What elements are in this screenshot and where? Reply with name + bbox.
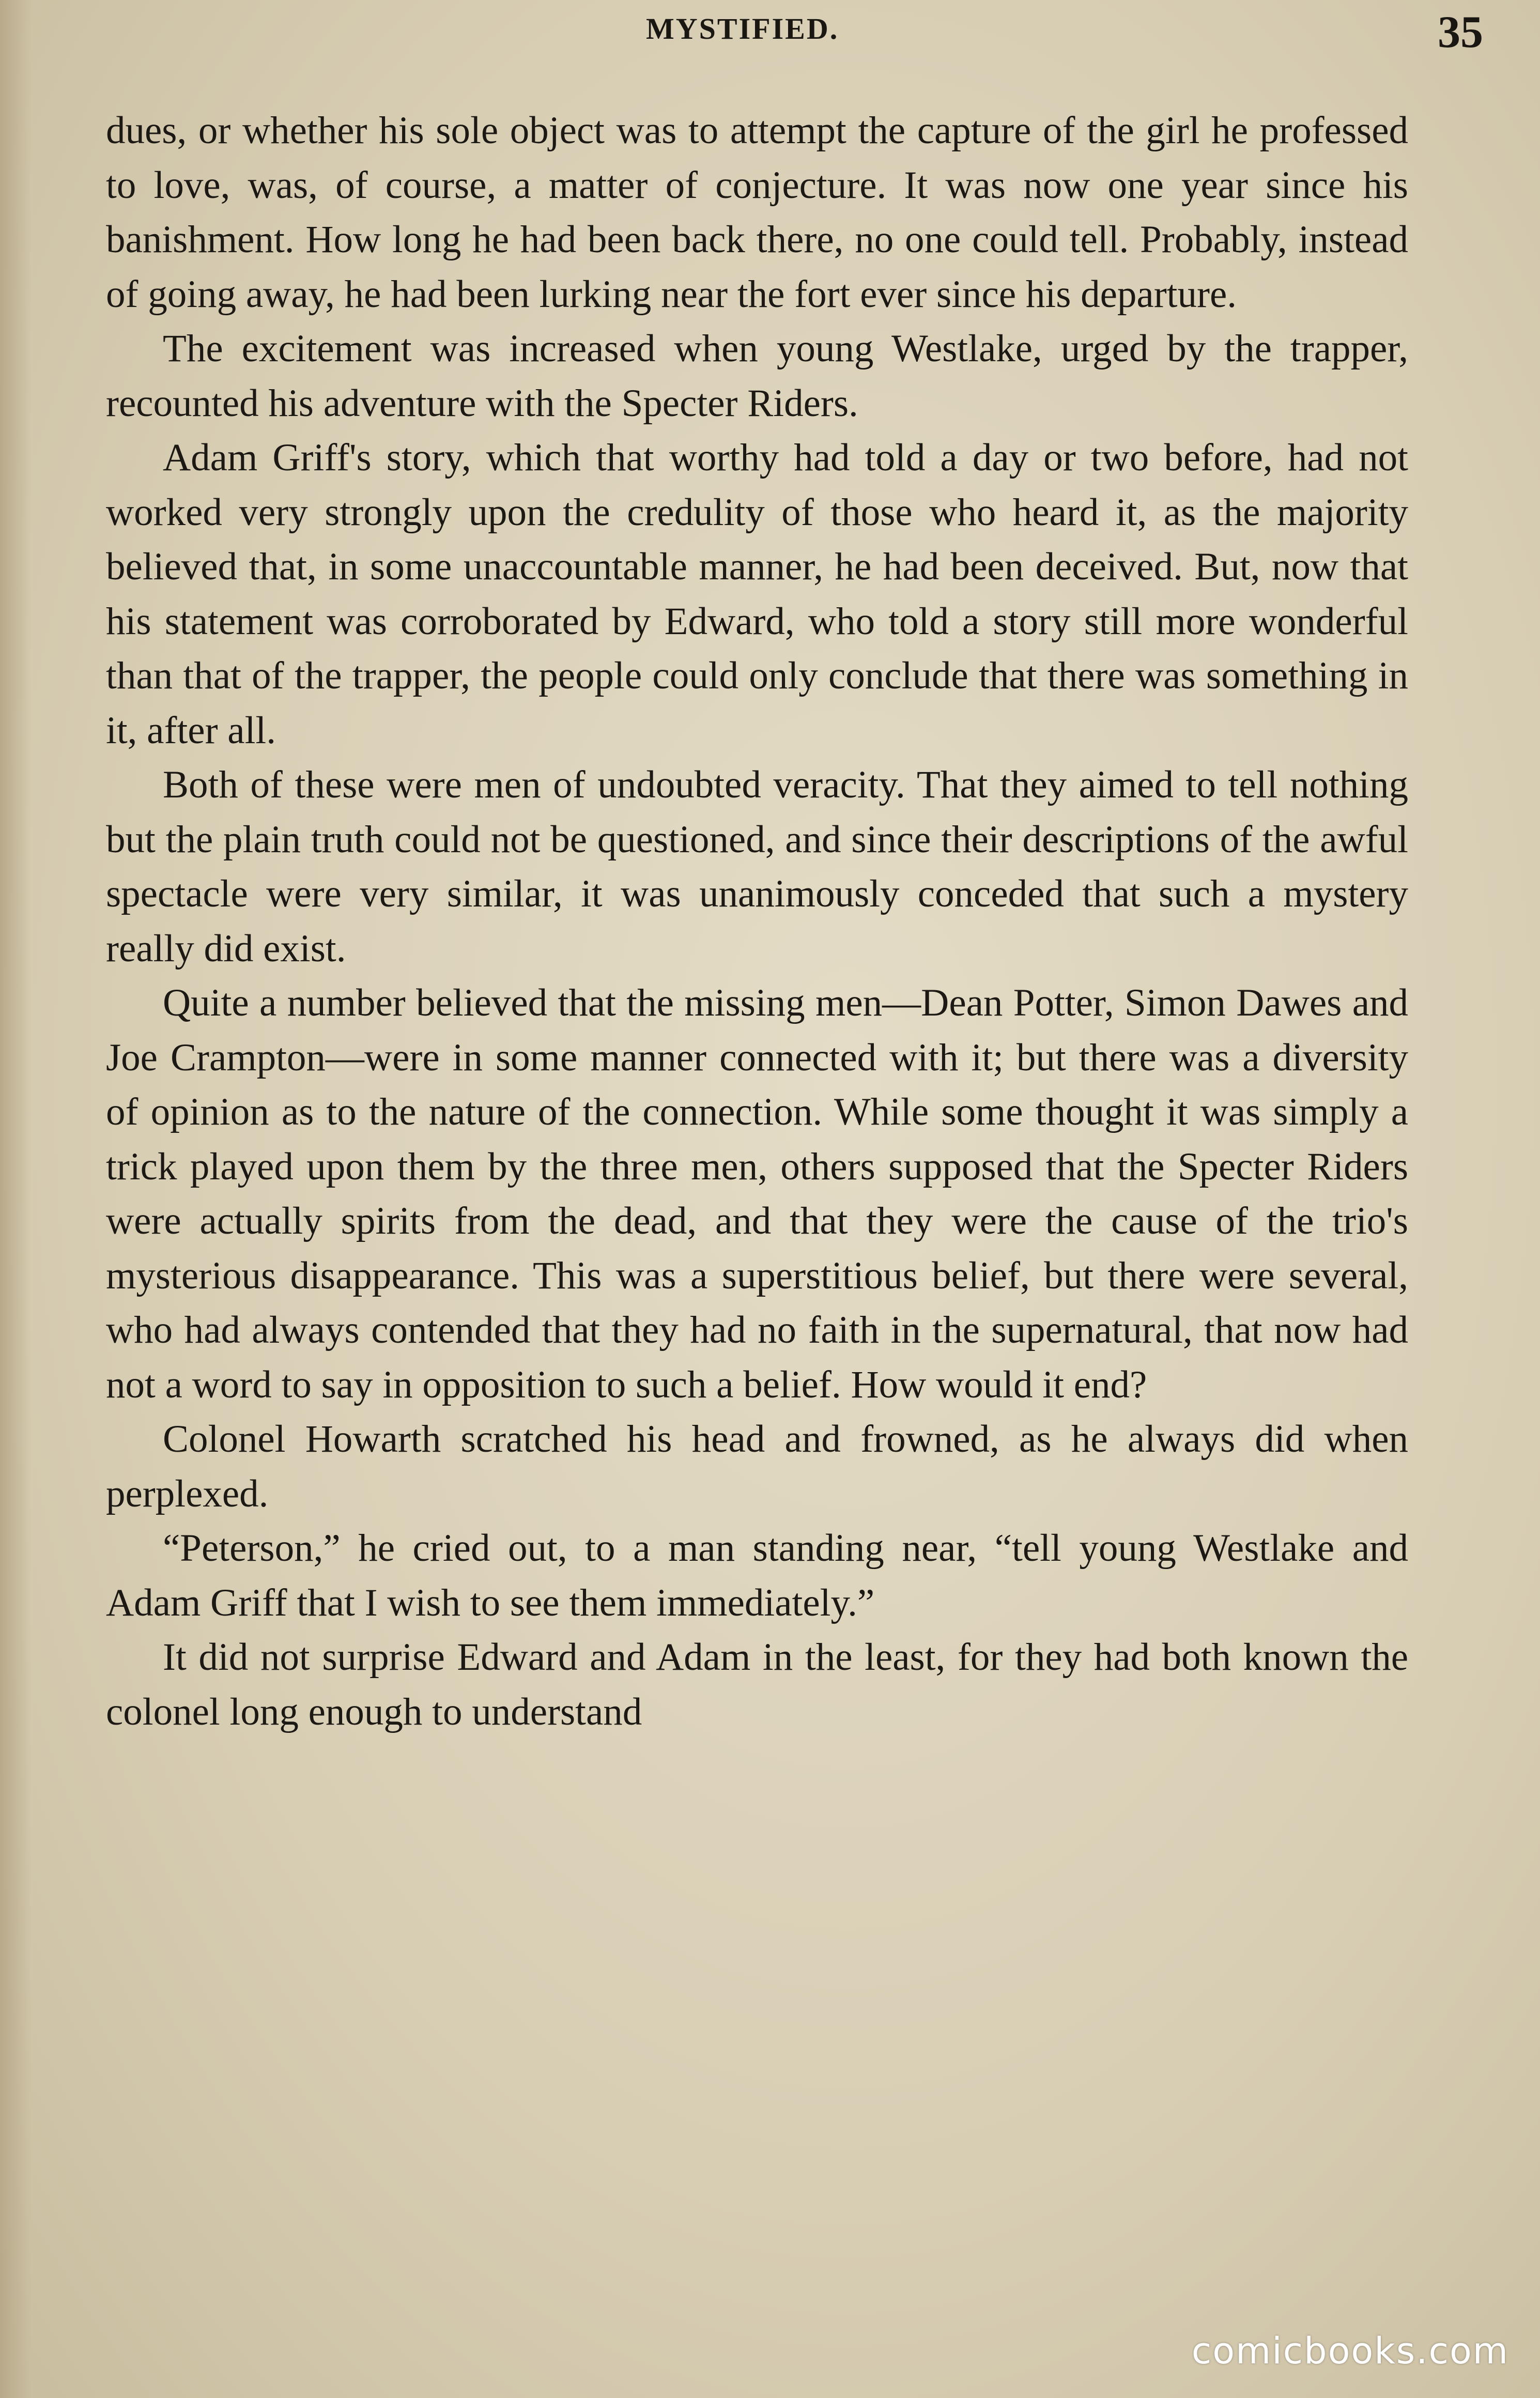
body-text bbox=[106, 103, 1408, 1739]
page-header bbox=[0, 9, 1540, 56]
page-edge-shadow bbox=[0, 0, 31, 2398]
page-number: 35 bbox=[1438, 7, 1483, 57]
paragraph: Quite a number believed that the missing men—Dean Potter, Simon Dawes and Joe Crampton—were in some manner connected with it; but there was a diversity of opinion as to the nature of the connection. While some thought it was simply a trick played upon them by the three men, others supposed that the Specter Riders were actually spirits from the dead, and that they were the cause of the trio's mysterious disappearance. This was a superstitious belief, but there were several, who had always contended that they had no faith in the supernatural, that now had not a word to say in opposition to such a belief. How would it end? bbox=[106, 981, 1408, 1406]
site-watermark: comicbooks.com bbox=[1191, 2330, 1509, 2372]
running-head: MYSTIFIED. bbox=[646, 12, 839, 45]
paragraph: Adam Griff's story, which that worthy had told a day or two before, had not worked very strongly upon the credulity of those who heard it, as the majority believed that, in some unaccountable manner, he had been deceived. But, now that his statement was corroborated by Edward, who told a story still more wonderful than that of the trapper, the people could only conclude that there was something in it, after all. bbox=[106, 436, 1408, 752]
paragraph: Both of these were men of undoubted veracity. That they aimed to tell nothing but the plain truth could not be questioned, and since their descriptions of the awful spectacle were very similar, it was unanimously conceded that such a mystery really did exist. bbox=[106, 763, 1408, 970]
paragraph: It did not surprise Edward and Adam in the least, for they had both known the colonel long enough to understand bbox=[106, 1636, 1408, 1733]
paragraph: The excitement was increased when young Westlake, urged by the trapper, recounted his adventure with the Specter Riders. bbox=[106, 327, 1408, 425]
paragraph: Colonel Howarth scratched his head and frowned, as he always did when perplexed. bbox=[106, 1418, 1408, 1515]
paragraph: “Peterson,” he cried out, to a man standing near, “tell young Westlake and Adam Griff that I wish to see them immediately.” bbox=[106, 1527, 1408, 1624]
paragraph: dues, or whether his sole object was to attempt the capture of the girl he professed to love, was, of course, a matter of conjecture. It was now one year since his banishment. How long he had been back there, no one could tell. Probably, instead of going away, he had been lurking near the fort ever since his departure. bbox=[106, 109, 1408, 316]
